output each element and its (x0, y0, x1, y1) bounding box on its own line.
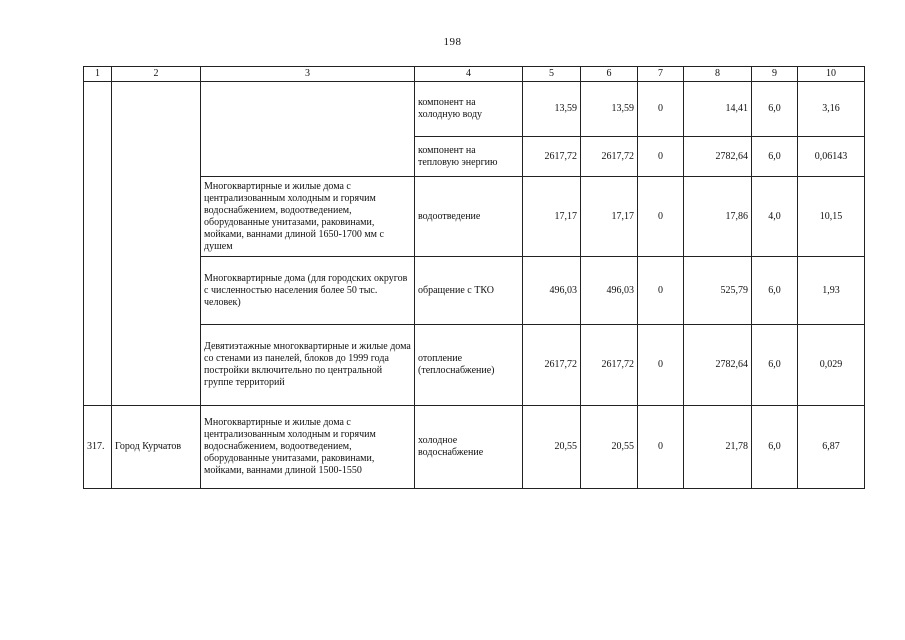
service-cell: обращение с ТКО (415, 257, 523, 325)
value-cell-5: 2617,72 (523, 325, 581, 406)
value-cell-9: 4,0 (752, 177, 798, 257)
value-cell-9: 6,0 (752, 325, 798, 406)
tariff-table (83, 66, 865, 489)
column-header-3: 3 (201, 67, 415, 82)
value-cell-7: 0 (638, 325, 684, 406)
table-row (84, 257, 865, 325)
value-cell-5: 20,55 (523, 406, 581, 489)
value-cell-10: 3,16 (798, 82, 865, 137)
row-number-cell (84, 82, 112, 406)
value-cell-8: 21,78 (684, 406, 752, 489)
table-row (84, 82, 865, 137)
value-cell-7: 0 (638, 257, 684, 325)
building-type-cell: Многоквартирные и жилые дома с централизованным холодным и горячим водоснабжением, водоотведением, оборудованные унитазами, раковинами, мойками, ваннами длиной 1500-1550 (201, 406, 415, 489)
service-cell: холодное водоснабжение (415, 406, 523, 489)
service-cell: водоотведение (415, 177, 523, 257)
column-header-6: 6 (581, 67, 638, 82)
value-cell-6: 496,03 (581, 257, 638, 325)
value-cell-5: 13,59 (523, 82, 581, 137)
column-header-10: 10 (798, 67, 865, 82)
building-type-cell: Многоквартирные дома (для городских округов с численностью населения более 50 тыс. человек) (201, 257, 415, 325)
value-cell-6: 17,17 (581, 177, 638, 257)
table-row (84, 177, 865, 257)
settlement-cell (112, 82, 201, 406)
value-cell-7: 0 (638, 406, 684, 489)
value-cell-10: 1,93 (798, 257, 865, 325)
column-header-1: 1 (84, 67, 112, 82)
value-cell-7: 0 (638, 137, 684, 177)
service-cell: отопление (теплоснабжение) (415, 325, 523, 406)
value-cell-6: 2617,72 (581, 137, 638, 177)
value-cell-6: 2617,72 (581, 325, 638, 406)
column-header-2: 2 (112, 67, 201, 82)
value-cell-8: 2782,64 (684, 325, 752, 406)
column-header-9: 9 (752, 67, 798, 82)
value-cell-7: 0 (638, 82, 684, 137)
value-cell-10: 10,15 (798, 177, 865, 257)
value-cell-6: 20,55 (581, 406, 638, 489)
value-cell-9: 6,0 (752, 406, 798, 489)
building-type-cell: Девятиэтажные многоквартирные и жилые дома со стенами из панелей, блоков до 1999 года постройки включительно по центральной группе территорий (201, 325, 415, 406)
value-cell-6: 13,59 (581, 82, 638, 137)
row-number-cell: 317. (84, 406, 112, 489)
value-cell-7: 0 (638, 177, 684, 257)
value-cell-10: 6,87 (798, 406, 865, 489)
table-row (84, 325, 865, 406)
value-cell-9: 6,0 (752, 137, 798, 177)
value-cell-5: 496,03 (523, 257, 581, 325)
column-header-7: 7 (638, 67, 684, 82)
page-number: 198 (443, 36, 462, 48)
value-cell-8: 2782,64 (684, 137, 752, 177)
table-header-row (84, 67, 865, 82)
service-cell: компонент на холодную воду (415, 82, 523, 137)
table-row (84, 406, 865, 489)
column-header-8: 8 (684, 67, 752, 82)
value-cell-10: 0,06143 (798, 137, 865, 177)
value-cell-9: 6,0 (752, 257, 798, 325)
value-cell-5: 2617,72 (523, 137, 581, 177)
service-cell: компонент на тепловую энергию (415, 137, 523, 177)
value-cell-8: 17,86 (684, 177, 752, 257)
value-cell-8: 525,79 (684, 257, 752, 325)
value-cell-8: 14,41 (684, 82, 752, 137)
value-cell-10: 0,029 (798, 325, 865, 406)
value-cell-5: 17,17 (523, 177, 581, 257)
building-type-cell: Многоквартирные и жилые дома с централизованным холодным и горячим водоснабжением, водоотведением, оборудованные унитазами, раковинами, мойками, ваннами длиной 1650-1700 мм с душем (201, 177, 415, 257)
building-type-cell (201, 82, 415, 177)
column-header-5: 5 (523, 67, 581, 82)
settlement-cell: Город Курчатов (112, 406, 201, 489)
value-cell-9: 6,0 (752, 82, 798, 137)
column-header-4: 4 (415, 67, 523, 82)
